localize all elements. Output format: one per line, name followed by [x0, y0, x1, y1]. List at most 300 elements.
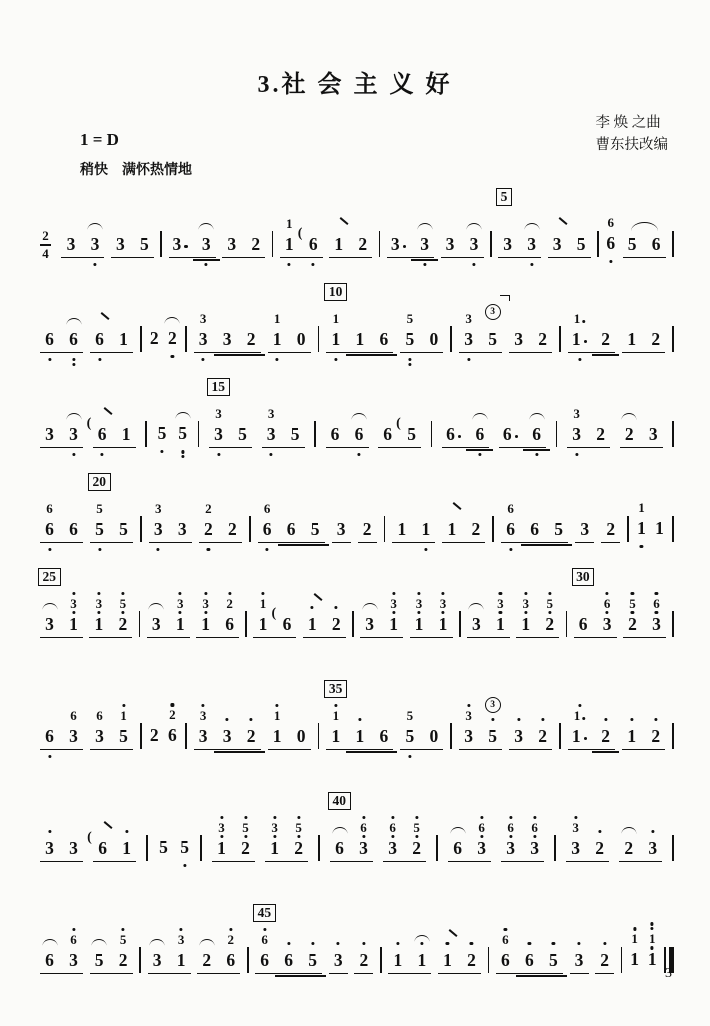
- note-digit: 5: [159, 837, 168, 858]
- note: [157, 422, 168, 444]
- octave-dot: [423, 263, 426, 266]
- note-digit: 3: [514, 329, 524, 349]
- octave-dot: [509, 835, 512, 838]
- note-digit: 1: [119, 329, 128, 349]
- note-digit: 2: [624, 838, 634, 858]
- chord: [118, 932, 129, 971]
- octave-dot: [249, 718, 252, 721]
- octave-dots: [396, 942, 399, 945]
- note: [87, 830, 108, 859]
- octave-dots: [654, 718, 657, 721]
- key-signature: 1 = D: [80, 130, 119, 149]
- octave-dots: [578, 704, 581, 707]
- octave-dot: [633, 927, 636, 930]
- chord: [529, 820, 540, 859]
- rest: [296, 328, 307, 350]
- octave-dots: [334, 358, 337, 361]
- note: [44, 837, 55, 859]
- glissando-icon: (: [86, 416, 92, 431]
- note: [44, 949, 55, 971]
- chord-top-digit: 2: [205, 501, 212, 516]
- octave-dots: [631, 611, 634, 614]
- octave-dots: [220, 835, 223, 838]
- beam-group: [196, 596, 239, 638]
- chord-bottom-digit: 1: [414, 614, 424, 634]
- octave-dots: [441, 611, 444, 614]
- chord-bottom-digit: 1: [201, 614, 210, 634]
- note: [469, 233, 480, 255]
- octave-dot: [362, 835, 365, 838]
- augmentation-dot: [184, 245, 188, 249]
- tie-arc: [631, 222, 658, 231]
- note-digit: 3: [222, 329, 232, 349]
- chord: [404, 708, 415, 747]
- octave-dots: [335, 606, 338, 609]
- note-digit: 6: [45, 726, 54, 746]
- beam-group: [262, 406, 305, 448]
- octave-dot: [97, 611, 100, 614]
- octave-dots: [528, 942, 531, 945]
- octave-dot: [48, 830, 51, 833]
- note: [487, 700, 498, 747]
- chord-bottom-digit: 2: [203, 519, 213, 539]
- beam-group: [601, 518, 620, 543]
- chord: [93, 596, 104, 635]
- chord-bottom-digit: 1: [571, 329, 581, 349]
- octave-dot: [220, 816, 223, 819]
- chord-top-digit: 3: [218, 820, 225, 835]
- chord: [225, 932, 236, 971]
- note-digit: 3: [116, 234, 125, 254]
- second-beam-line: [523, 449, 550, 451]
- octave-dots: [467, 358, 470, 361]
- octave-dot: [408, 755, 411, 758]
- beam-group: [330, 793, 373, 862]
- barline: [139, 611, 141, 637]
- chord: [571, 708, 587, 747]
- chord-top-digit: 6: [603, 596, 611, 611]
- note-digit: 1: [307, 614, 317, 634]
- augmentation-dot: [458, 435, 462, 439]
- octave-dots: [204, 611, 207, 614]
- second-beam-line: [275, 975, 302, 977]
- second-beam-line: [302, 544, 329, 546]
- octave-dots: [530, 263, 533, 266]
- barline: [379, 231, 381, 257]
- note: [354, 423, 365, 445]
- chord-top-digit: 1: [332, 708, 340, 723]
- octave-dots: [121, 611, 124, 614]
- octave-dot: [179, 928, 182, 931]
- note-digit: 2: [246, 726, 256, 746]
- octave-dot: [97, 592, 100, 595]
- note-digit: 0: [429, 726, 439, 746]
- octave-dot: [121, 592, 124, 595]
- chord: [176, 932, 187, 971]
- tie-arc: [149, 603, 164, 610]
- beam-group: [595, 949, 614, 974]
- note-digit: 2: [331, 614, 341, 634]
- chord: [198, 708, 209, 747]
- octave-dots: [499, 611, 502, 614]
- octave-dot: [552, 942, 555, 945]
- octave-dot: [392, 592, 395, 595]
- note-digit: 3: [69, 424, 78, 444]
- octave-dots: [391, 816, 394, 819]
- note: [331, 613, 342, 635]
- note: [531, 423, 542, 445]
- octave-dots: [415, 816, 418, 819]
- note: [445, 233, 456, 255]
- score-line-6: [40, 678, 674, 750]
- octave-dot: [276, 358, 279, 361]
- beam-group: [438, 949, 481, 974]
- glissando-icon: (: [396, 416, 401, 431]
- octave-dots: [509, 548, 512, 551]
- note-digit: 1: [627, 726, 637, 746]
- octave-dot: [261, 592, 264, 595]
- octave-dots: [261, 592, 264, 595]
- note: [89, 233, 100, 255]
- note-digit: 2: [471, 519, 481, 539]
- octave-dots: [121, 592, 124, 595]
- chord: [463, 311, 474, 350]
- note-digit: 3: [333, 950, 343, 970]
- note-digit: 2: [202, 950, 212, 970]
- octave-dot: [480, 816, 483, 819]
- beam-group: [90, 932, 133, 974]
- octave-dot: [577, 942, 580, 945]
- note: [307, 949, 318, 971]
- chord-bottom-digit: 3: [572, 424, 581, 444]
- octave-dots: [524, 611, 527, 614]
- chord: [203, 501, 214, 540]
- octave-dot: [101, 453, 104, 456]
- octave-dots: [391, 835, 394, 838]
- barline: [140, 516, 142, 542]
- barline: [450, 326, 452, 352]
- beam-group: [360, 596, 403, 638]
- octave-dot: [312, 263, 315, 266]
- note: [627, 233, 638, 255]
- beam-group: [329, 949, 348, 974]
- note: [151, 613, 162, 635]
- second-beam-line: [214, 751, 241, 753]
- note-digit: 3: [648, 424, 658, 444]
- second-beam-line: [214, 354, 241, 356]
- note-digit: 0: [429, 329, 439, 349]
- tie-arc: [414, 935, 429, 942]
- beam-group: [567, 406, 610, 448]
- octave-dot: [604, 718, 607, 721]
- score: [40, 186, 674, 1014]
- beam-group: [448, 820, 491, 862]
- note: [576, 233, 587, 255]
- note: [474, 423, 485, 445]
- chord: [269, 820, 280, 859]
- chord-top-digit: 5: [119, 596, 127, 611]
- chord-top-digit: 6: [360, 820, 367, 835]
- note-digit: 3: [514, 726, 524, 746]
- chord-bottom-digit: 3: [359, 838, 368, 858]
- octave-dot: [606, 611, 609, 614]
- chord-bottom-digit: 6: [167, 725, 177, 746]
- note: [222, 725, 233, 747]
- note: [500, 189, 513, 255]
- octave-dots: [311, 606, 314, 609]
- chord-bottom-digit: 1: [630, 949, 639, 970]
- chord-top-digit: 6: [261, 932, 268, 947]
- beam-group: [459, 700, 502, 750]
- note-digit: 3: [222, 726, 232, 746]
- time-signature-numerator: 2: [42, 228, 49, 244]
- octave-dot: [171, 703, 174, 706]
- beam-group: [568, 708, 615, 750]
- barline: [140, 326, 142, 352]
- octave-dots: [276, 704, 279, 707]
- chord-bottom-digit: 2: [241, 838, 250, 858]
- chord-bottom-digit: 2: [412, 838, 422, 858]
- note: [307, 613, 318, 635]
- barline: [139, 947, 141, 973]
- chord-bottom-digit: 3: [153, 519, 163, 539]
- note: [420, 518, 431, 540]
- octave-dot: [530, 263, 533, 266]
- chord-top-digit: 3: [415, 596, 423, 611]
- octave-dot: [263, 928, 266, 931]
- note: [201, 949, 212, 971]
- octave-dots: [533, 835, 536, 838]
- downward-slide-icon: [453, 502, 462, 510]
- octave-dots: [297, 816, 300, 819]
- octave-dots: [201, 358, 204, 361]
- beam-group: [496, 932, 563, 974]
- octave-dots: [207, 548, 210, 551]
- beam-group: [387, 233, 434, 258]
- note: [471, 613, 482, 635]
- octave-dots: [517, 718, 520, 721]
- octave-dots: [535, 453, 538, 456]
- octave-dots: [499, 592, 502, 595]
- octave-dot: [472, 263, 475, 266]
- chord-top-digit: 6: [507, 820, 514, 835]
- octave-dot: [171, 355, 174, 358]
- octave-dot: [630, 718, 633, 721]
- beam-group: [383, 820, 426, 862]
- octave-dot: [578, 358, 581, 361]
- chord: [216, 820, 227, 859]
- octave-dot: [204, 592, 207, 595]
- beam-group: [209, 379, 252, 448]
- octave-dots: [577, 942, 580, 945]
- octave-dots: [101, 453, 104, 456]
- chord: [647, 931, 658, 970]
- page-title: 3.社 会 主 义 好: [257, 72, 453, 98]
- note: [595, 423, 606, 445]
- octave-dot: [499, 611, 502, 614]
- note: [526, 233, 537, 255]
- chord-bottom-digit: 5: [119, 726, 128, 746]
- note: [579, 518, 590, 540]
- octave-dot: [441, 592, 444, 595]
- note-digit: 5: [94, 950, 104, 970]
- note: [487, 307, 498, 350]
- note-digit: 6: [530, 519, 540, 539]
- chord-top-digit: 3: [215, 406, 222, 421]
- octave-dots: [72, 592, 75, 595]
- chord: [505, 501, 516, 540]
- note: [624, 423, 635, 445]
- note-digit: 3: [172, 234, 182, 254]
- second-beam-line: [540, 975, 567, 977]
- beam-group: [441, 233, 484, 258]
- octave-dots: [220, 816, 223, 819]
- note: [599, 949, 610, 971]
- octave-dot: [362, 816, 365, 819]
- octave-dots: [97, 592, 100, 595]
- octave-dot: [446, 942, 449, 945]
- octave-dots: [470, 942, 473, 945]
- octave-dots: [417, 592, 420, 595]
- note-digit: 0: [296, 329, 306, 349]
- octave-dot: [655, 611, 658, 614]
- chord-top-digit: 1: [574, 709, 586, 722]
- octave-dots: [548, 611, 551, 614]
- beam-group: [280, 216, 323, 258]
- beam-group: [570, 949, 589, 974]
- measure-number-badge: 40: [328, 792, 351, 810]
- note: [513, 725, 524, 747]
- chord-top-digit: 1: [286, 216, 293, 231]
- note-digit: 2: [600, 950, 609, 970]
- chord-top-digit: 1: [638, 500, 645, 516]
- tie-arc: [332, 827, 347, 834]
- chord-bottom-digit: 6: [226, 950, 236, 970]
- note-digit: 1: [447, 519, 457, 539]
- octave-dot: [334, 358, 337, 361]
- barline: [247, 947, 249, 973]
- octave-dots: [441, 592, 444, 595]
- octave-dot: [157, 548, 160, 551]
- note-digit: 6: [286, 519, 296, 539]
- chord-bottom-digit: 6: [262, 519, 272, 539]
- note-digit: 6: [308, 234, 318, 254]
- octave-dots: [598, 830, 601, 833]
- note-digit: 3: [90, 234, 100, 254]
- note: [470, 518, 481, 540]
- note-digit: 5: [488, 329, 497, 349]
- chord-bottom-digit: 3: [214, 424, 223, 444]
- octave-dots: [312, 263, 315, 266]
- chord-bottom-digit: 2: [294, 838, 304, 858]
- note: [378, 328, 389, 350]
- beam-group: [303, 613, 346, 638]
- note-digit: 6: [446, 424, 455, 444]
- octave-dots: [548, 592, 551, 595]
- note-digit: 5: [488, 726, 497, 746]
- octave-dots: [160, 450, 163, 453]
- page-number: 3: [665, 966, 672, 981]
- chord-top-digit: 3: [522, 596, 529, 611]
- chord: [266, 406, 277, 445]
- barline: [314, 421, 316, 447]
- chord: [153, 501, 164, 540]
- octave-dots: [297, 835, 300, 838]
- chord-bottom-digit: 1: [69, 614, 78, 634]
- note: [94, 328, 105, 350]
- octave-dot: [535, 453, 538, 456]
- chord-bottom-digit: 1: [438, 614, 448, 634]
- barline: [160, 231, 162, 257]
- chord-top-digit: 5: [295, 820, 302, 835]
- beam-group: [467, 596, 510, 638]
- octave-dot: [524, 592, 527, 595]
- downward-slide-icon: [100, 312, 109, 320]
- octave-dots: [125, 830, 128, 833]
- note-digit: 6: [98, 838, 107, 858]
- chord: [198, 311, 209, 350]
- octave-dot: [125, 830, 128, 833]
- chord-top-digit: 3: [465, 708, 472, 723]
- octave-dot: [244, 816, 247, 819]
- note-digit: 6: [97, 424, 107, 444]
- note-digit: 1: [122, 838, 131, 858]
- octave-dot: [548, 611, 551, 614]
- barline: [492, 516, 494, 542]
- tie-arc: [467, 223, 482, 230]
- barline: [490, 231, 492, 257]
- note: [332, 793, 347, 859]
- augmentation-dot: [515, 435, 519, 439]
- octave-dot: [575, 453, 578, 456]
- chord-bottom-digit: 6: [260, 950, 269, 970]
- octave-dot: [391, 816, 394, 819]
- note-digit: 3: [45, 614, 54, 634]
- barline: [621, 947, 623, 973]
- octave-dots: [358, 718, 361, 721]
- octave-dots: [362, 835, 365, 838]
- rest: [428, 725, 439, 747]
- note: [283, 949, 294, 971]
- note: [358, 949, 369, 971]
- chord: [602, 596, 613, 635]
- beam-group: [86, 416, 136, 448]
- beam-group: [169, 233, 216, 258]
- chord-bottom-digit: 1: [496, 614, 505, 634]
- chord-bottom-digit: 3: [69, 950, 78, 970]
- octave-dot: [287, 942, 290, 945]
- tie-arc: [472, 413, 487, 420]
- octave-dots: [504, 928, 507, 931]
- glissando-icon: (: [87, 830, 92, 845]
- chord-top-digit: 5: [406, 311, 414, 326]
- tie-arc: [529, 413, 544, 420]
- octave-dots: [334, 704, 337, 707]
- octave-dots: [217, 453, 220, 456]
- octave-dot: [541, 718, 544, 721]
- chord-bottom-digit: 3: [571, 838, 580, 858]
- augmentation-dot: [582, 320, 585, 323]
- octave-dot: [357, 453, 360, 456]
- harmonic-bracket-icon: [500, 295, 510, 301]
- beam-group: [623, 596, 666, 638]
- octave-dots: [509, 835, 512, 838]
- beam-group: [568, 311, 615, 353]
- measure-number-badge: 15: [207, 378, 230, 396]
- note: [179, 836, 190, 858]
- chord-bottom-digit: 1: [176, 950, 186, 970]
- measure-number-badge: 30: [572, 568, 595, 586]
